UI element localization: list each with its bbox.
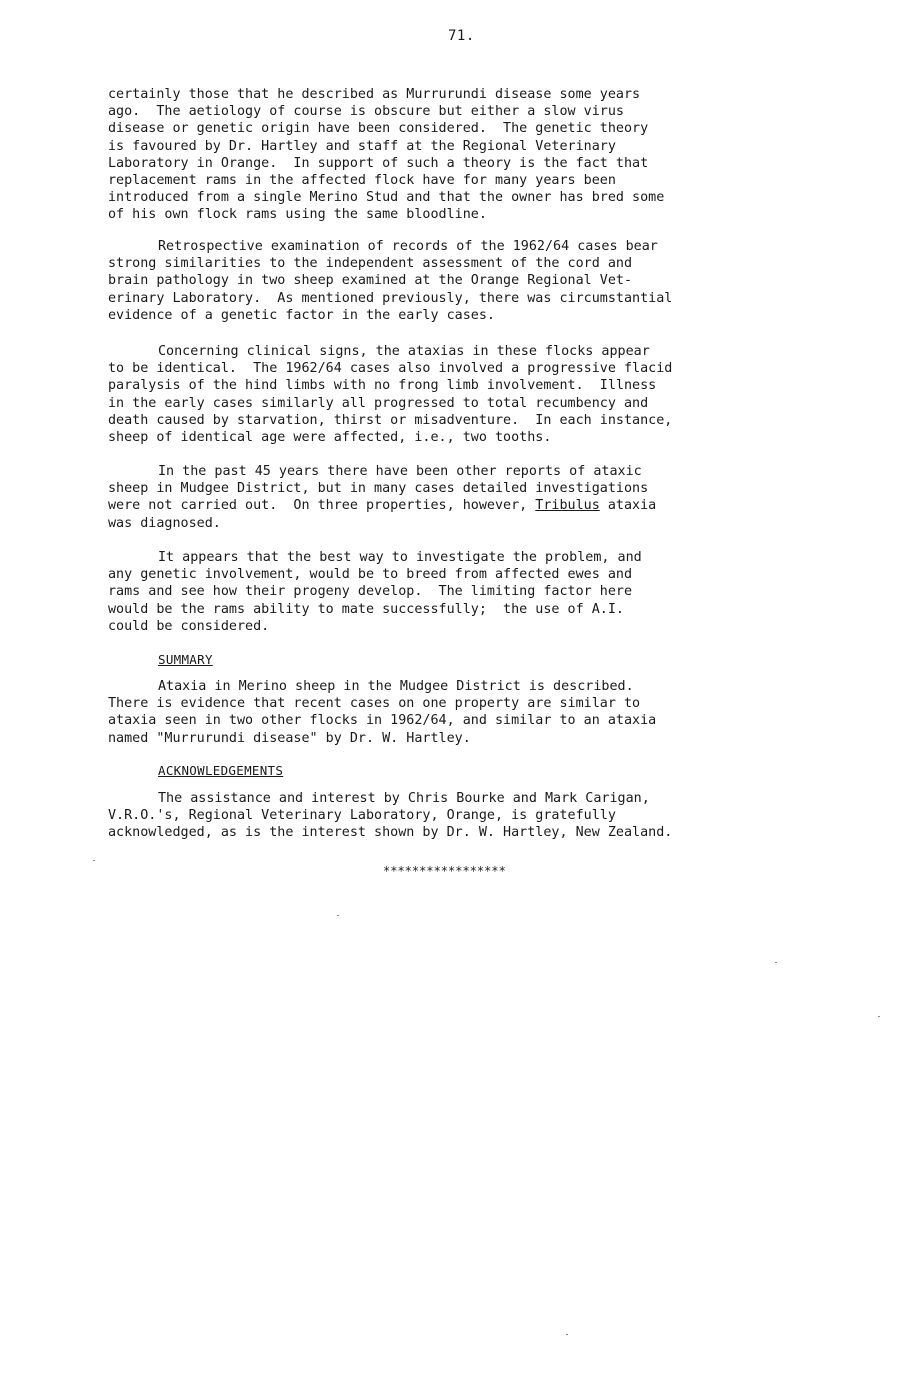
paragraph-2	[108, 238, 808, 324]
end-marker: *****************	[383, 864, 506, 878]
text-line: Concerning clinical signs, the ataxias in these flocks appear	[158, 344, 650, 359]
text-line	[108, 497, 808, 514]
scan-speck	[566, 1334, 568, 1335]
scan-speck	[775, 962, 777, 963]
text-line: replacement rams in the affected flock have for many years been	[108, 173, 616, 189]
scan-speck	[93, 860, 95, 861]
text-line: V.R.O.'s, Regional Veterinary Laboratory, Orange, is gratefully	[108, 808, 616, 824]
text-line: in the early cases similarly all progressed to total recumbency and	[108, 395, 649, 411]
paragraph-5	[108, 549, 808, 635]
text-line: Retrospective examination of records of the 1962/64 cases bear	[158, 239, 658, 254]
text-line: paralysis of the hind limbs with no frong limb involvement. Illness	[108, 378, 657, 394]
text-line: rams and see how their progeny develop. The limiting factor here	[108, 584, 633, 600]
paragraph-1	[108, 86, 808, 224]
scan-speck	[878, 1016, 880, 1017]
text-line: The assistance and interest by Chris Bourke and Mark Carigan,	[158, 791, 650, 806]
text-segment: ataxia	[599, 498, 657, 514]
summary-heading: SUMMARY	[158, 652, 213, 667]
text-line: sheep in Mudgee District, but in many cases detailed investigations	[108, 481, 649, 497]
text-line: ago. The aetiology of course is obscure but either a slow virus	[108, 104, 624, 120]
text-line: It appears that the best way to investigate the problem, and	[158, 550, 642, 565]
scan-speck	[337, 915, 339, 916]
acknowledgements-heading: ACKNOWLEDGEMENTS	[158, 763, 284, 778]
text-line: Laboratory in Orange. In support of such a theory is the fact that	[108, 155, 649, 171]
acknowledgements-text	[108, 790, 808, 842]
text-line: any genetic involvement, would be to breed from affected ewes and	[108, 567, 633, 583]
text-line: Ataxia in Merino sheep in the Mudgee District is described.	[158, 679, 634, 694]
text-line: In the past 45 years there have been other reports of ataxic	[158, 464, 642, 479]
text-line: strong similarities to the independent assessment of the cord and	[108, 256, 633, 272]
page-number: 71.	[448, 28, 475, 44]
paragraph-4	[108, 463, 808, 532]
text-line: evidence of a genetic factor in the early cases.	[108, 307, 495, 323]
text-segment: were not carried out. On three properties, however,	[108, 498, 536, 514]
text-line: There is evidence that recent cases on one property are similar to	[108, 696, 641, 712]
text-line: introduced from a single Merino Stud and that the owner has bred some	[108, 190, 665, 206]
text-line: of his own flock rams using the same bloodline.	[108, 207, 487, 223]
text-line: would be the rams ability to mate successfully; the use of A.I.	[108, 601, 624, 617]
text-line: is favoured by Dr. Hartley and staff at the Regional Veterinary	[108, 138, 616, 154]
text-line: could be considered.	[108, 618, 270, 634]
text-line: acknowledged, as is the interest shown by Dr. W. Hartley, New Zealand.	[108, 825, 673, 841]
text-line: was diagnosed.	[108, 515, 221, 531]
text-line: disease or genetic origin have been considered. The genetic theory	[108, 121, 649, 137]
text-line: to be identical. The 1962/64 cases also involved a progressive flacid	[108, 361, 673, 377]
text-line: ataxia seen in two other flocks in 1962/64, and similar to an ataxia	[108, 713, 657, 729]
text-line: erinary Laboratory. As mentioned previously, there was circumstantial	[108, 290, 673, 306]
text-line: brain pathology in two sheep examined at the Orange Regional Vet-	[108, 273, 633, 289]
text-line: certainly those that he described as Murrurundi disease some years	[108, 87, 641, 102]
underlined-term: Tribulus	[535, 498, 600, 514]
summary-text	[108, 678, 808, 747]
paragraph-3	[108, 343, 808, 446]
text-line: sheep of identical age were affected, i.e., two tooths.	[108, 430, 552, 446]
text-line: death caused by starvation, thirst or misadventure. In each instance,	[108, 412, 673, 428]
text-line: named "Murrurundi disease" by Dr. W. Hartley.	[108, 730, 471, 746]
